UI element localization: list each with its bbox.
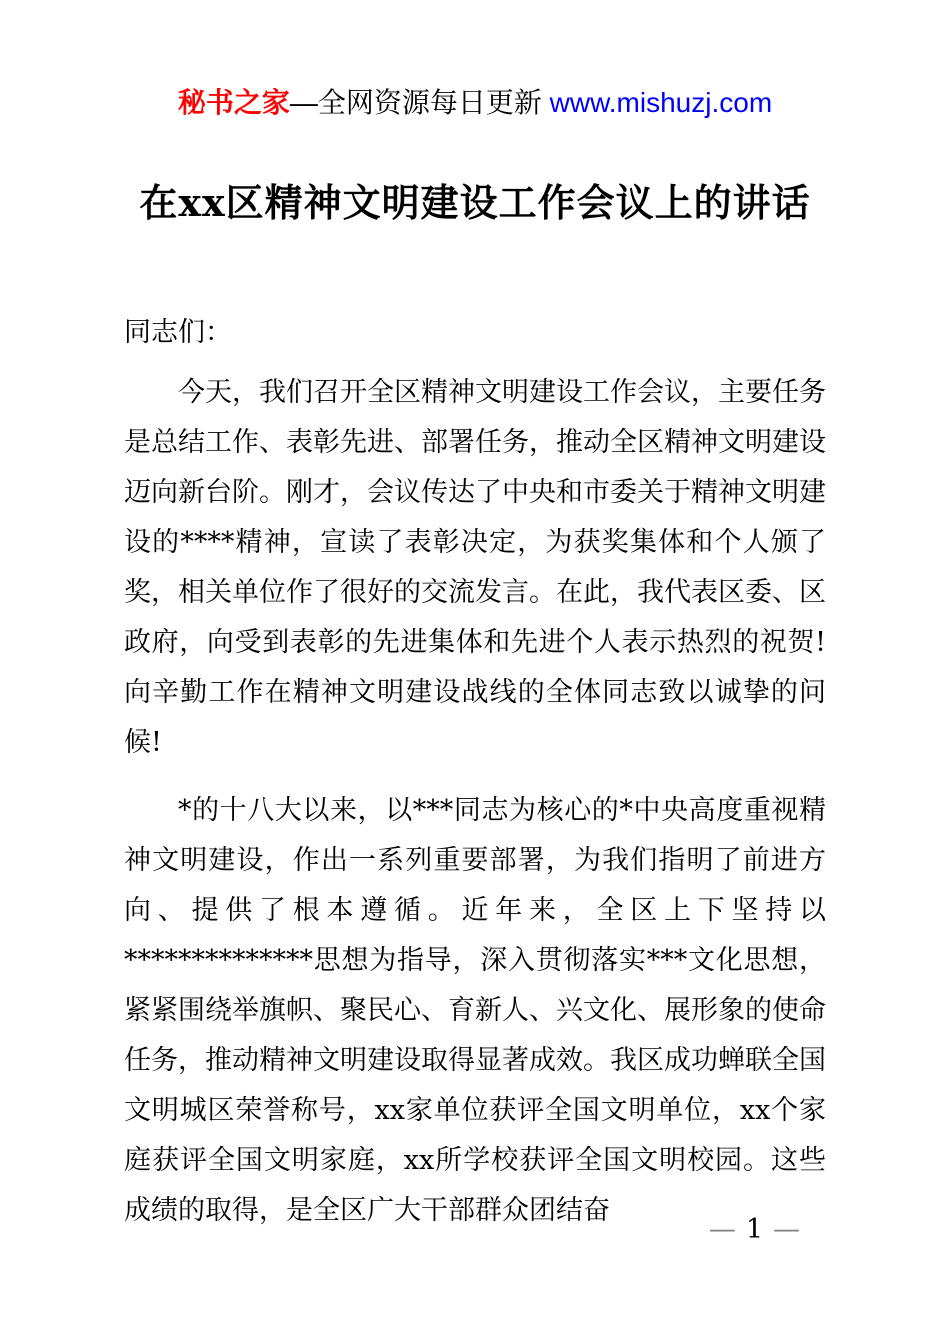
paragraph-1: 今天，我们召开全区精神文明建设工作会议，主要任务是总结工作、表彰先进、部署任务，推动全区精神文明建设迈向新台阶。刚才，会议传达了中央和市委关于精神文明建设的****精神，宣读了表彰决定，为获奖集体和个人颁了奖，相关单位作了很好的交流发言。在此，我代表区委、区政府，向受到表彰的先进集体和先进个人表示热烈的祝贺!向辛勤工作在精神文明建设战线的全体同志致以诚挚的问候! bbox=[124, 377, 826, 758]
site-url-link[interactable]: www.mishuzj.com bbox=[549, 87, 773, 118]
page-number-value: 1 bbox=[745, 1214, 763, 1245]
page-number bbox=[709, 1212, 800, 1248]
page-number-dash-right: — bbox=[773, 1214, 800, 1245]
site-tagline: —全网资源每日更新 bbox=[289, 87, 550, 118]
site-brand: 秘书之家 bbox=[177, 87, 290, 118]
page-number-dash-left: — bbox=[708, 1214, 736, 1245]
document-title: 在xx区精神文明建设工作会议上的讲话 bbox=[139, 180, 811, 225]
site-header bbox=[0, 84, 950, 122]
document-body bbox=[124, 308, 826, 1254]
paragraph-2: *的十八大以来，以***同志为核心的*中央高度重视精神文明建设，作出一系列重要部署，为我们指明了前进方向、提供了根本遵循。近年来，全区上下坚持以**************思想为指导，深入贯彻落实***文化思想，紧紧围绕举旗帜、聚民心、育新人、兴文化、展形象的使命任务，推动精神文明建设取得显著成效。我区成功蝉联全国文明城区荣誉称号，xx家单位获评全国文明单位，xx个家庭获评全国文明家庭，xx所学校获评全国文明校园。这些成绩的取得，是全区广大干部群众团结奋 bbox=[124, 795, 826, 1226]
salutation: 同志们： bbox=[124, 317, 232, 348]
